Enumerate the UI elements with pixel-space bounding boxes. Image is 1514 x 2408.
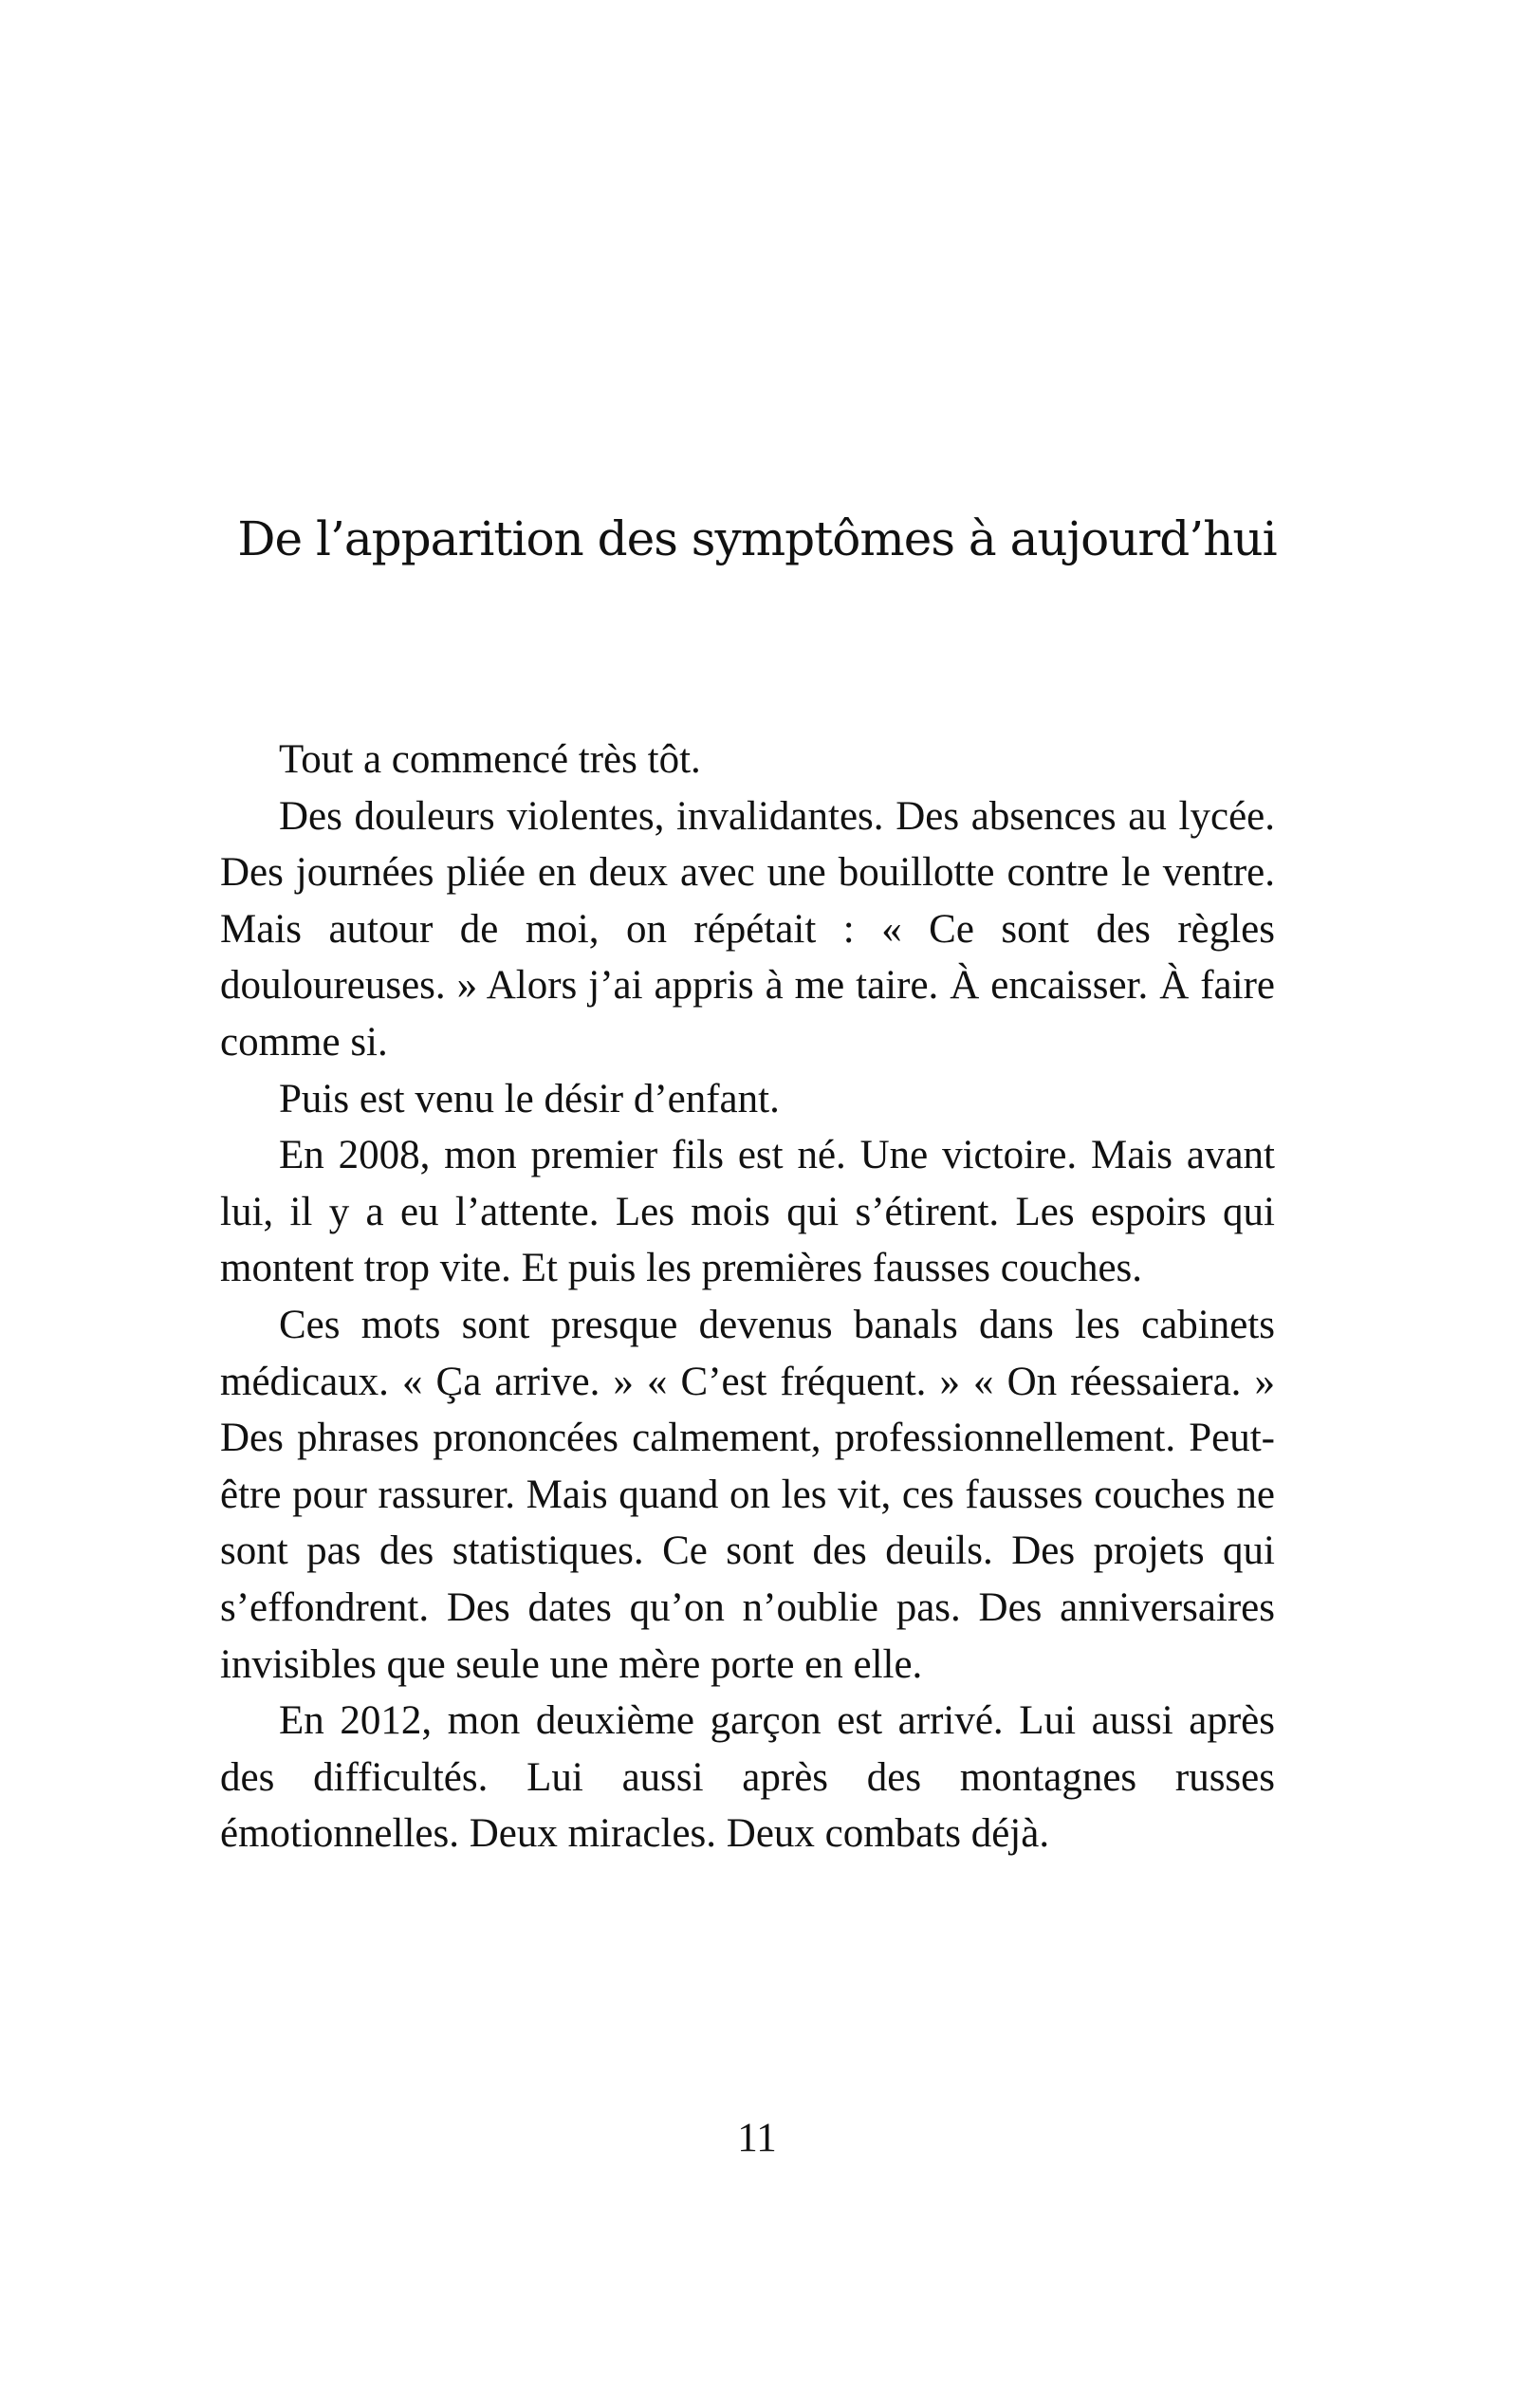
chapter-title: De l’apparition des symptômes à aujourd’hui [237,511,1277,566]
paragraph: Ces mots sont presque devenus banals dans les cabinets médicaux. « Ça arrive. » « C’est fréquent. » « On réessaiera. » Des phrases prononcées calmement, professionnellement. Peut-être pour rassurer. Mais quand on les vit, ces fausses couches ne sont pas des statistiques. Ce sont des deuils. Des projets qui s’effondrent. Des dates qu’on n’oublie pas. Des anniversaires invisibles que seule une mère porte en elle. [220,1302,1275,1687]
paragraph: Des douleurs violentes, invalidantes. Des absences au lycée. Des journées pliée en deux avec une bouillotte contre le ventre. Mais autour de moi, on répétait : « Ce sont des règles douloureuses. » Alors j’ai appris à me taire. À encaisser. À faire comme si. [220,793,1275,1065]
page-number: 11 [737,2116,777,2160]
paragraph: En 2008, mon premier fils est né. Une victoire. Mais avant lui, il y a eu l’attente. Les mois qui s’étirent. Les espoirs qui montent trop vite. Et puis les premières fausses couches. [220,1133,1275,1291]
paragraph: En 2012, mon deuxième garçon est arrivé. Lui aussi après des difficultés. Lui aussi après des montagnes russes émotionnelles. Deux miracles. Deux combats déjà. [220,1698,1275,1857]
paragraph: Puis est venu le désir d’enfant. [279,1076,780,1121]
paragraph: Tout a commencé très tôt. [279,737,701,782]
chapter-body [220,732,1275,1862]
